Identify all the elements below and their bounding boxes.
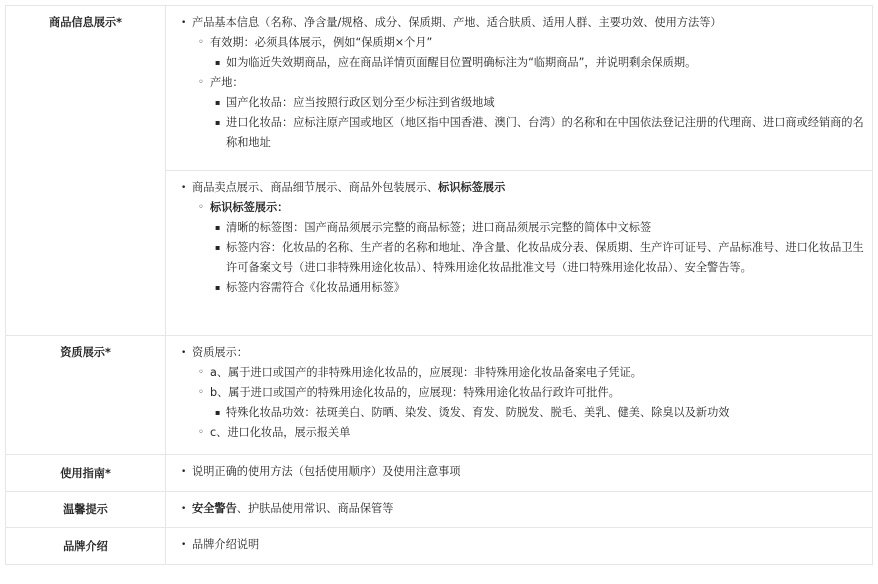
list-item-text: 商品卖点展示、商品细节展示、商品外包装展示、 xyxy=(192,181,439,194)
row-content xyxy=(166,455,873,492)
list-item: ▪ 进口化妆品：应标注原产国或地区（地区指中国香港、澳门、台湾）的名称和在中国依法登记注册的代理商、进口商或经销商的名称和地址 xyxy=(166,113,864,153)
list-item: ◦ 产地： xyxy=(166,73,864,93)
list-item: ▪ 国产化妆品：应当按照行政区划分至少标注到省级地域 xyxy=(166,93,864,113)
list-item: ▪ 清晰的标签图：国产商品须展示完整的商品标签；进口商品须展示完整的简体中文标签 xyxy=(166,218,864,238)
row-label: 温馨提示 xyxy=(6,492,166,528)
table-row-usage-guide xyxy=(6,455,873,492)
table-row-brand xyxy=(6,528,873,565)
table-row-qualification xyxy=(6,336,873,455)
row-label: 使用指南* xyxy=(6,455,166,492)
row-content xyxy=(166,492,873,528)
row-label: 商品信息展示* xyxy=(6,6,166,336)
list-item: • 品牌介绍说明 xyxy=(166,535,864,555)
table-row-tips xyxy=(6,492,873,528)
table-row-product-info xyxy=(6,6,873,171)
list-item xyxy=(166,499,864,519)
list-item: • 说明正确的使用方法（包括使用顺序）及使用注意事项 xyxy=(166,462,864,482)
row-label: 资质展示* xyxy=(6,336,166,455)
list-item: ▪ 标签内容需符合《化妆品通用标签》 xyxy=(166,278,864,298)
row-content xyxy=(166,528,873,565)
list-item: ◦ 有效期：必须具体展示，例如“保质期×个月” xyxy=(166,33,864,53)
list-item: ◦ b、属于进口或国产的特殊用途化妆品的，应展现：特殊用途化妆品行政许可批件。 xyxy=(166,383,864,403)
list-item xyxy=(166,178,864,198)
list-item: ◦ a、属于进口或国产的非特殊用途化妆品的，应展现：非特殊用途化妆品备案电子凭证。 xyxy=(166,363,864,383)
list-item: ▪ 特殊化妆品功效：祛斑美白、防晒、染发、烫发、育发、防脱发、脱毛、美乳、健美、除臭以及新功效 xyxy=(166,403,864,423)
list-item: ▪ 如为临近失效期商品，应在商品详情页面醒目位置明确标注为“临期商品”，并说明剩余保质期。 xyxy=(166,53,864,73)
list-item xyxy=(166,198,864,218)
row-content xyxy=(166,6,873,171)
list-item-bold: 标识标签展示 xyxy=(438,181,506,194)
row-label: 品牌介绍 xyxy=(6,528,166,565)
row-content xyxy=(166,171,873,336)
list-item-text: 、护肤品使用常识、商品保管等 xyxy=(236,502,394,515)
list-item: ▪ 标签内容：化妆品的名称、生产者的名称和地址、净含量、化妆品成分表、保质期、生产许可证号、产品标准号、进口化妆品卫生许可备案文号（进口非特殊用途化妆品）、特殊用途化妆品批准文号（进口特殊用途化妆品）、安全警告等。 xyxy=(166,238,864,278)
list-item: • 产品基本信息（名称、净含量/规格、成分、保质期、产地、适合肤质、适用人群、主要功效、使用方法等） xyxy=(166,13,864,33)
row-content xyxy=(166,336,873,455)
cosmetics-display-requirements-table xyxy=(5,5,873,565)
list-item: ◦ c、进口化妆品，展示报关单 xyxy=(166,423,864,443)
list-item: • 资质展示： xyxy=(166,343,864,363)
list-item-bold: 安全警告 xyxy=(192,502,237,515)
list-item-bold: 标识标签展示： xyxy=(210,201,289,214)
